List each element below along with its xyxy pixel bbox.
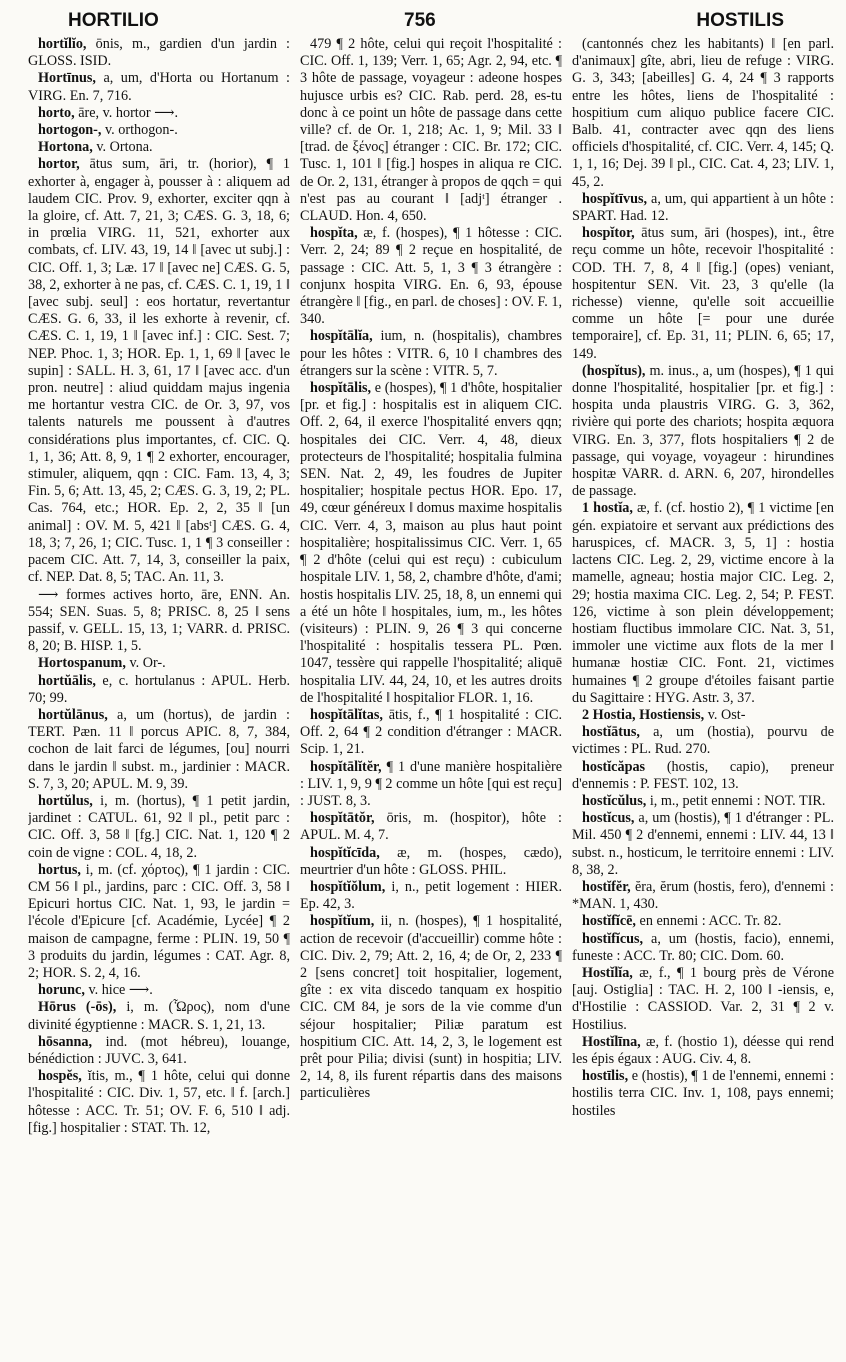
- headword: hortus,: [38, 861, 81, 878]
- dictionary-entry: [28, 793, 290, 862]
- definition: ⟶ formes actives horto, āre, ENN. An. 554; SEN. Suas. 5, 8; PRISC. 8, 25 ‖ sens passif, v. GELL. 15, 13, 1; VARR. d. PRISC. 8, 20; B. HISP. 1, 5.: [28, 586, 290, 655]
- definition: a, um, qui appartient à un hôte : SPART. Had. 12.: [572, 190, 834, 225]
- headword: hospĭtĭŏlum,: [310, 878, 386, 895]
- definition: i, n., petit logement : HIER. Ep. 42, 3.: [300, 878, 562, 913]
- dictionary-entry: [300, 879, 562, 913]
- headword: hostĭcus,: [582, 810, 635, 827]
- definition: a, um (hostia), pourvu de victimes : PL. Rud. 270.: [572, 724, 834, 758]
- definition: æ, f. (hospes), ¶ 1 hôtesse : CIC. Verr. 2, 24; 89 ¶ 2 reçue en hospitalité, de passage : CIC. Att. 5, 1, 3 ¶ 3 étrangère : conjunx hospita VIRG. En. 6, 93, épouse étrangère ‖ [fig., en parl. de choses] : OV. F. 1, 340.: [300, 225, 562, 328]
- definition: ātus sum, āri, tr. (horior), ¶ 1 exhorter à, engager à, pousser à : aliquem ad laudem CIC. Prov. 9, exhorter, exciter qqn à la gloire, cf. Att. 7, 21, 3; CÆS. G. 3, 18, 6; in prœlia VIRG. 11, 521, exhorter aux combats, cf. LIV. 43, 19, 14 ‖ [avec ut subj.] : CIC. Off. 1, 3; Læ. 17 ‖ [avec ne] CÆS. G. 5, 38, 2, exhorter à ne pas, cf. CÆS. C. 1, 19, 1 ‖ [avec subj. seul] : eos hortatur, revertantur CÆS. G. 6, 33, il les exhorte à revenir, cf. CÆS. C. 1, 19, 1 ‖ [avec inf.] : CIC. Sest. 7; NEP. Phoc. 1, 3; HOR. Ep. 1, 1, 69 ‖ [avec le supin] : SALL. H. 3, 61, 17 ‖ [avec acc. d'un pron. neutre] : aliud quiddam majus ingenia me hortantur vestra CIC. de Or. 3, 97, vos talents naturels me poussent à d'autres considérations plus importantes, cf. CIC. Q. 1, 1, 36; Att. 8, 9, 1 ¶ 2 exhorter, encourager, stimuler, aliquem, qqn : CIC. Fam. 13, 4, 3; Fin. 5, 6; Att. 13, 45, 2; CÆS. G. 3, 19, 2; PL. Cas. 764, etc.; HOR. Ep. 2, 2, 35 ‖ [un animal] : OV. M. 5, 421 ‖ [absᵗ] CÆS. G. 4, 18, 3; 7, 26, 1; CIC. Tusc. 1, 1 ¶ 3 conseiller : pacem CIC. Att. 7, 14, 3, conseiller la paix, cf. NEP. Dat. 8, 5; TAC. An. 11, 3.: [28, 156, 290, 586]
- headword: hortor,: [38, 156, 80, 173]
- dictionary-entry: [572, 707, 834, 724]
- dictionary-entry: [572, 225, 834, 363]
- headword: horunc,: [38, 982, 85, 999]
- dictionary-entry: [28, 999, 290, 1033]
- dictionary-entry: [572, 793, 834, 810]
- definition: ĭtis, m., ¶ 1 hôte, celui qui donne l'hospitalité : CIC. Div. 1, 57, etc. ‖ f. [arch.] hôtesse : ACC. Tr. 51; OV. F. 6, 510 ‖ adj. [fig.] hospitalier : STAT. Th. 12,: [28, 1068, 290, 1136]
- definition: v. orthogon-.: [105, 122, 178, 139]
- headword: hospĭtor,: [582, 225, 635, 242]
- headword: hostĭātus,: [582, 724, 640, 741]
- definition: (hostis, capio), preneur d'ennemis : P. FEST. 102, 13.: [572, 758, 834, 792]
- definition: ĕra, ĕrum (hostis, fero), d'ennemi : *MAN. 1, 430.: [572, 878, 834, 913]
- definition: æ, f. (cf. hostio 2), ¶ 1 victime [en gén. expiatoire et servant aux prédictions des haruspices, cf. MACR. 3, 5, 1] : hostia lactens CIC. Leg. 2, 29, victime encore à la mamelle, agneau; hostia major CIC. Leg. 2, 29; hostia maxima CIC. Leg. 2, 54; P. FEST. 126, victime à son plein développement; hostiam fluctibus immolare CIC. Nat. 3, 51, immoler une victime aux flots de la mer ‖ humanæ hostiæ CIC. Font. 21, victimes humaines ¶ 2 groupe d'étoiles faisant partie du Sagittaire : HYG. Astr. 3, 37.: [572, 500, 834, 706]
- definition: i, m., petit ennemi : NOT. TIR.: [649, 792, 826, 809]
- dictionary-entry: [572, 931, 834, 965]
- headword: hostĭcăpas: [582, 758, 646, 775]
- headword: hostīlis,: [582, 1068, 629, 1085]
- dictionary-entry: [300, 36, 562, 225]
- definition: ind. (mot hébreu), louange, bénédiction : JUVC. 3, 641.: [28, 1033, 290, 1067]
- definition: a, um (hortus), de jardin : TERT. Pæn. 11 ‖ porcus APIC. 8, 7, 384, cochon de lait farci de légumes, [ou] nourri dans le jardin ‖ subst. m., jardinier : MACR. S. 7, 3, 20; APUL. M. 9, 39.: [28, 706, 290, 792]
- definition: āre, v. hortor ⟶.: [78, 104, 178, 121]
- definition: æ, m. (hospes, cædo), meurtrier d'un hôte : GLOSS. PHIL.: [300, 844, 562, 878]
- dictionary-entry: [572, 36, 834, 191]
- headword: hospĭtālĭtĕr,: [310, 758, 382, 775]
- definition: ōris, m. (hospitor), hôte : APUL. M. 4, 7.: [300, 810, 562, 844]
- definition: en ennemi : ACC. Tr. 82.: [639, 913, 782, 930]
- dictionary-entry: [572, 500, 834, 706]
- headword: hospĭtālis,: [310, 380, 372, 397]
- headword: hostĭfĕr,: [582, 878, 631, 895]
- headword: [28, 587, 38, 603]
- definition: ōnis, m., gardien d'un jardin : GLOSS. ISID.: [28, 36, 290, 70]
- headword: hōsanna,: [38, 1033, 93, 1050]
- dictionary-entry: [28, 655, 290, 672]
- definition: ium, n. (hospitalis), chambres pour les hôtes : VITR. 6, 10 ‖ chambres des étrangers sur la scène : VITR. 5, 7.: [300, 328, 562, 379]
- headword: hospĭtĭum,: [310, 913, 375, 930]
- headword: hospĭtālĭtas,: [310, 706, 383, 723]
- dictionary-entry: [572, 759, 834, 793]
- headword: Hortospanum,: [38, 655, 126, 672]
- dictionary-entry: [572, 1034, 834, 1068]
- definition: ātis, f., ¶ 1 hospitalité : CIC. Off. 2, 64 ¶ 2 condition d'étranger : MACR. Scip. 1, 21.: [300, 706, 562, 758]
- headword: Hostĭlīna,: [582, 1033, 641, 1050]
- headword: hospĭtālĭa,: [310, 328, 373, 345]
- dictionary-entry: [28, 122, 290, 139]
- definition: e, c. hortulanus : APUL. Herb. 70; 99.: [28, 672, 290, 706]
- definition: i, m. (cf. χόρτος), ¶ 1 jardin : CIC. CM 56 ‖ pl., jardins, parc : CIC. Off. 3, 58 ‖ Epicuri hortus CIC. Nat. 1, 93, le jardin = l'école d'Epicure [cf. Académie, Lycée] ¶ 2 maison de campagne, ferme : PLIN. 19, 50 ¶ 3 produits du jardin, légumes : CAT. Agr. 8, 2; HOR. S. 2, 4, 16.: [28, 861, 290, 981]
- headword: hospĕs,: [38, 1068, 82, 1085]
- dictionary-entry: [572, 913, 834, 930]
- dictionary-entry: [572, 363, 834, 501]
- dictionary-entry: [28, 673, 290, 707]
- dictionary-entry: [300, 759, 562, 811]
- dictionary-entry: [28, 1034, 290, 1068]
- headword: hortĭlĭo,: [38, 36, 87, 52]
- dictionary-entry: [28, 36, 290, 70]
- definition: 479 ¶ 2 hôte, celui qui reçoit l'hospitalité : CIC. Off. 1, 139; Verr. 1, 65; Agr. 2, 94, etc. ¶ 3 hôte de passage, voyageur : adeone hospes hujusce urbis es? CIC. Rab. perd. 28, es-tu donc à ce point un hôte de passage dans cette ville? cf. de Or. 1, 218; Ac. 1, 9; Mil. 33 ‖ [trad. de ξένος] étranger : CIC. Br. 172; CIC. Tusc. 1, 101 ‖ [fig.] hospes in aliqua re CIC. de Or. 2, 131, étranger à propos de qqch = qui n'est pas au courant ‖ [adjᵗ] étranger . CLAUD. Hon. 4, 650.: [300, 36, 562, 225]
- dictionary-entry: [572, 965, 834, 1034]
- headword: hortogon-,: [38, 122, 102, 139]
- headword: Hostĭlĭa,: [582, 964, 633, 981]
- definition: æ, f. (hostio 1), déesse qui rend les épis égaux : AUG. Civ. 4, 8.: [572, 1033, 834, 1067]
- dictionary-entry: [572, 810, 834, 879]
- definition: e (hostis), ¶ 1 de l'ennemi, ennemi : hostilis terra CIC. Inv. 1, 108, pays ennemi; hostiles: [572, 1068, 834, 1119]
- definition: v. Ortona.: [96, 139, 153, 156]
- headword: Hortona,: [38, 139, 93, 156]
- dictionary-entry: [572, 724, 834, 758]
- headword: hospĭtīvus,: [582, 190, 648, 207]
- column-3: [572, 36, 834, 1354]
- headword: (hospĭtus),: [582, 362, 646, 379]
- headword: hostĭfĭcē,: [582, 913, 636, 930]
- headword: hortŭlus,: [38, 792, 93, 809]
- definition: i, m. (hortus), ¶ 1 petit jardin, jardinet : CATUL. 61, 92 ‖ pl., petit parc : CIC. Off. 3, 58 ‖ [fg.] CIC. Nat. 1, 120 ¶ 2 coin de vigne : COL. 4, 18, 2.: [28, 792, 290, 861]
- headword: hortŭlānus,: [38, 706, 108, 723]
- headword: hortŭālis,: [38, 672, 96, 689]
- dictionary-entry: [28, 139, 290, 156]
- headword: Hortīnus,: [38, 70, 96, 87]
- dictionary-entry: [300, 810, 562, 844]
- headword: hospĭtātŏr,: [310, 810, 375, 827]
- dictionary-entry: [28, 105, 290, 122]
- running-head-right: HOSTILIS: [696, 10, 784, 31]
- page-number: 756: [404, 10, 436, 31]
- running-head-left: HORTILIO: [68, 10, 159, 31]
- headword: hospĭta,: [310, 225, 358, 242]
- headword: hostĭfĭcus,: [582, 930, 644, 947]
- headword: [572, 36, 582, 52]
- definition: e (hospes), ¶ 1 d'hôte, hospitalier [pr. et fig.] : hospitalis est in aliquem CIC. Off. 2, 64, il exerce l'hospitalité envers qqn; hospitales dei CIC. Verr. 4, 48, dieux protecteurs de l'hospitalité; hospitalia fulmina SEN. Nat. 2, 49, les foudres de Jupiter hospitalier; hospitale pectus HOR. Epo. 17, 49, cœur généreux ‖ domus maxime hospitalis CIC. Verr. 4, 3, maison au plus haut point hospitalière; hospitalissimus CIC. Verr. 1, 65 ¶ 2 d'hôte (celui qui est reçu) : cubiculum hospitale LIV. 1, 58, 2, chambre d'hôte, d'ami; hostis hospitalis LIV. 25, 18, 8, un ennemi qui a été un hôte ‖ hospitales, ium, m., les hôtes (visiteurs) : PLIN. 9, 26 ¶ 3 qui concerne l'hospitalité : hospitalis tessera PL. Pœn. 1047, tessère qui rappelle l'hospitalité; aliquē hospitalia LIV. 44, 24, 10, et les autres droits de l'hospitalité ‖ hospitalior FLOR. 1, 16.: [300, 380, 562, 706]
- dictionary-entry: [572, 879, 834, 913]
- dictionary-entry: [28, 70, 290, 104]
- columns: [28, 36, 834, 1354]
- dictionary-entry: [28, 587, 290, 656]
- definition: ¶ 1 d'une manière hospitalière : LIV. 1, 9, 9 ¶ 2 comme un hôte [qui est reçu] : JUST. 8, 3.: [300, 758, 562, 809]
- headword: [300, 36, 310, 52]
- headword: hostĭcŭlus,: [582, 792, 647, 809]
- dictionary-entry: [300, 380, 562, 707]
- definition: æ, f., ¶ 1 bourg près de Vérone [auj. Ostiglia] : TAC. H. 2, 100 ‖ -iensis, e, d'Hostilie : CASSIOD. Var. 2, 31 ¶ 2 v. Hostilius.: [572, 964, 834, 1033]
- dictionary-entry: [28, 982, 290, 999]
- page-header: [28, 6, 834, 36]
- dictionary-entry: [300, 225, 562, 328]
- dictionary-entry: [300, 707, 562, 759]
- headword: Hōrus (-ōs),: [38, 999, 117, 1016]
- definition: v. Ost-: [707, 706, 746, 723]
- definition: a, um, d'Horta ou Hortanum : VIRG. En. 7, 716.: [28, 70, 290, 104]
- dictionary-entry: [28, 1068, 290, 1137]
- definition: ii, n. (hospes), ¶ 1 hospitalité, action de recevoir (d'accueillir) comme hôte : CIC. Div. 2, 79; Att. 2, 16, 4; de Or, 2, 233 ¶ 2 [sens concret] toit hospitalier, logement, gîte : ex vita discedo tanquam ex hospitio CIC. CM 84, je sors de la vie comme d'un séjour hospitalier; Piliæ paratum est hospitium CIC. Att. 14, 2, 3, le logement est prêt pour Pilia; divisi (sunt) in hospitia; LIV. 2, 14, 8, ils furent répartis dans des maisons particulières: [300, 913, 562, 1102]
- definition: a, um (hostis), ¶ 1 d'étranger : PL. Mil. 450 ¶ 2 d'ennemi, ennemi : LIV. 44, 13 ‖ subst. n., hosticum, le territoire ennemi : LIV. 8, 38, 2.: [572, 810, 834, 878]
- dictionary-entry: [300, 328, 562, 380]
- definition: i, m. (Ὧρος), nom d'une divinité égyptienne : MACR. S. 1, 21, 13.: [28, 999, 290, 1033]
- definition: m. inus., a, um (hospes), ¶ 1 qui donne l'hospitalité, hospitalier [pr. et fig.] : hospita unda plaustris VIRG. G. 3, 362, rivière qui porte des chariots; hospita æquora VIRG. En. 3, 377, flots hospitaliers ¶ 2 de passage, qui voyage, voyageur : hirundines hospitæ VARR. d. ARN. 6, 207, hirondelles de passage.: [572, 362, 834, 500]
- column-2: [300, 36, 562, 1354]
- definition: a, um (hostis, facio), ennemi, funeste : ACC. Tr. 80; CIC. Dom. 60.: [572, 930, 834, 964]
- column-1: [28, 36, 290, 1354]
- definition: (cantonnés chez les habitants) ‖ [en parl. d'animaux] gîte, abri, lieu de refuge : VIRG. G. 3, 343; [abeilles] G. 4, 24 ¶ 3 rapports entre les hôtes, liens de l'hospitalité : hospitium cum aliquo publice facere CIC. Balb. 41, contracter avec qqn des liens officiels d'hospitalité, cf. CIC. Verr. 4, 145; Q. 1, 1, 16; Dej. 39 ‖ pl., CIC. Cat. 4, 23; LIV. 1, 45, 2.: [572, 36, 834, 190]
- dictionary-entry: [28, 156, 290, 586]
- definition: v. hice ⟶.: [88, 982, 153, 999]
- headword: horto,: [38, 104, 75, 121]
- definition: ātus sum, āri (hospes), int., être reçu comme un hôte, recevoir l'hospitalité : COD. TH. 7, 8, 4 ‖ [fig.] (opes) veniant, hospitentur SEN. Vit. 23, 3 qu'elle (la richesse) vienne, qu'elle soit accueillie comme un hôte [= pour une durée temporaire], cf. Ep. 31, 11; PLIN. 6, 65; 17, 149.: [572, 225, 834, 362]
- dictionary-entry: [28, 862, 290, 982]
- dictionary-entry: [300, 845, 562, 879]
- definition: v. Or-.: [129, 655, 166, 672]
- dictionary-entry: [572, 1068, 834, 1120]
- dictionary-entry: [572, 191, 834, 225]
- dictionary-entry: [28, 707, 290, 793]
- dictionary-entry: [300, 913, 562, 1102]
- headword: 2 Hostia, Hostiensis,: [582, 706, 705, 723]
- headword: 1 hostĭa,: [582, 500, 633, 517]
- headword: hospĭtĭcīda,: [310, 844, 380, 861]
